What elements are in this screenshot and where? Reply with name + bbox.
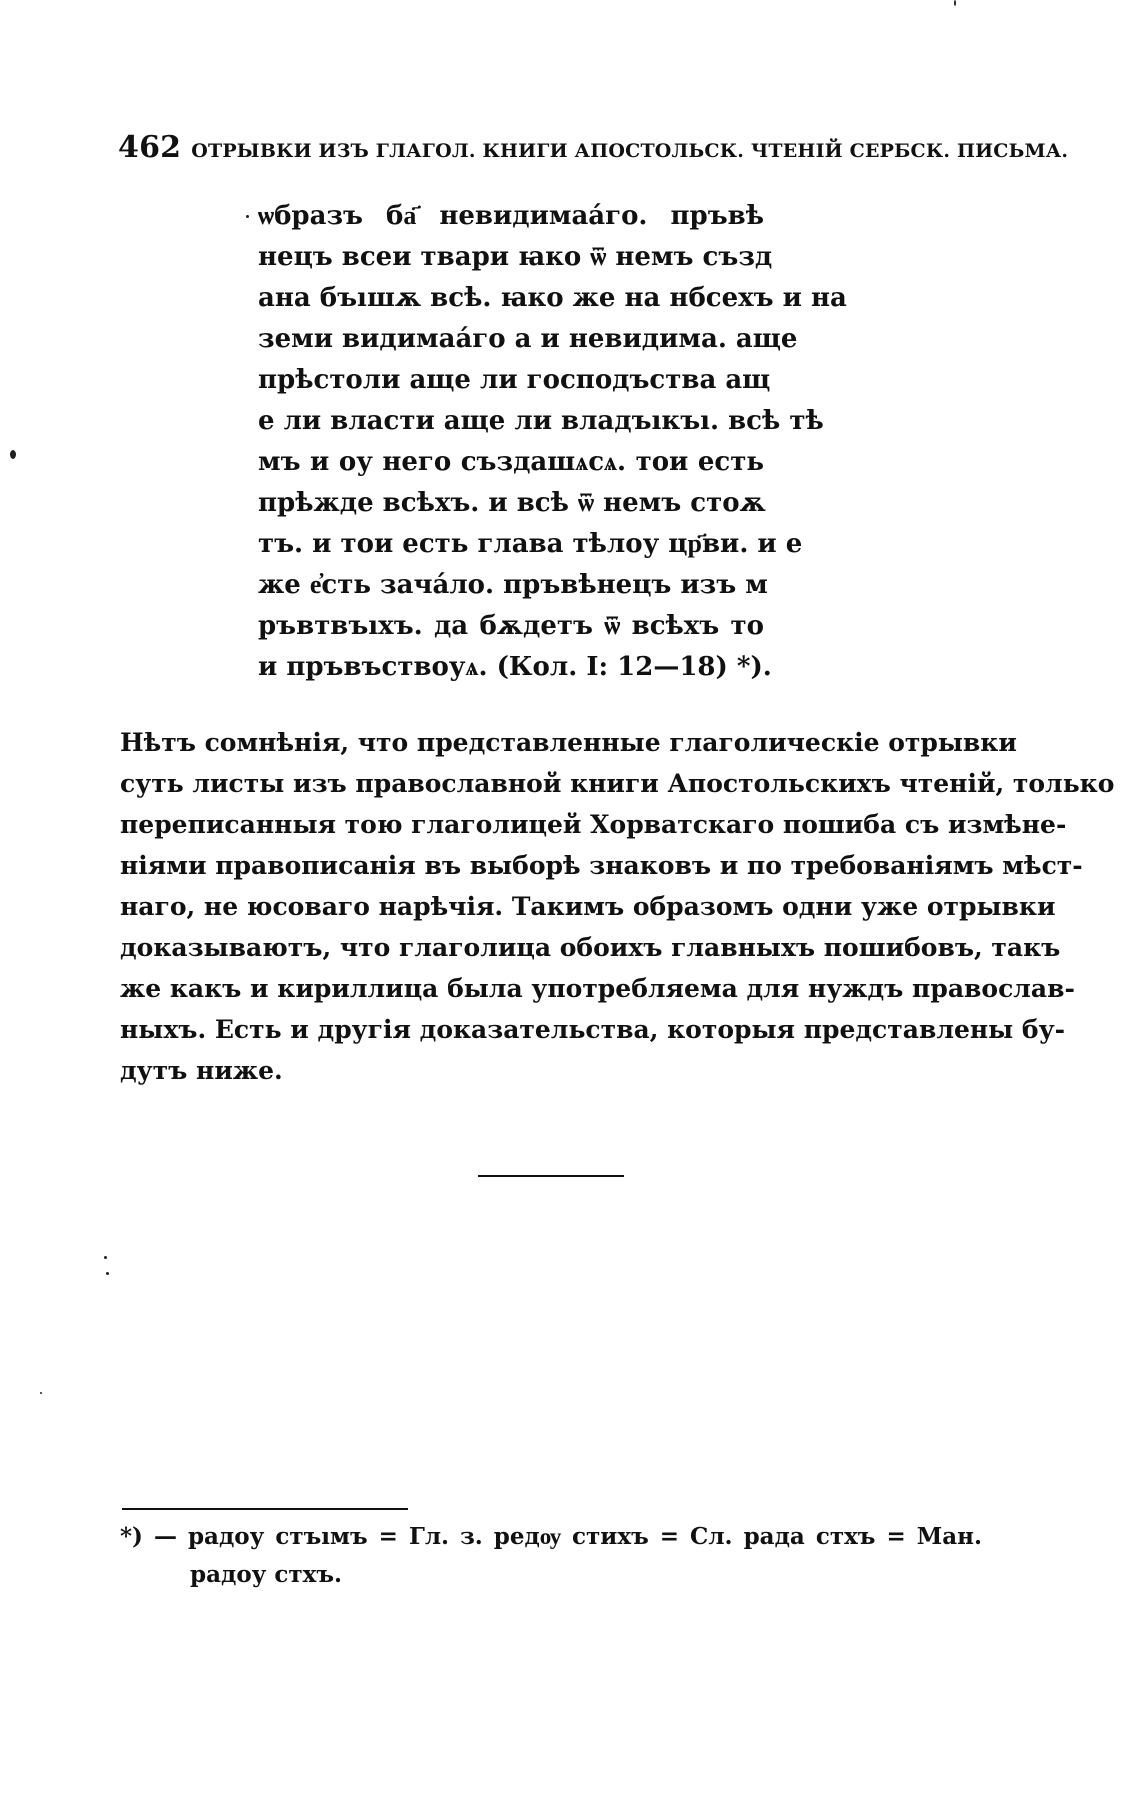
text-line: ана бъıшѫ всѣ. ꙗко же на нбсехъ и на: [258, 283, 847, 313]
text-line: нецъ всеи твари ꙗко ѿ немъ създ: [258, 242, 773, 272]
footnote-line: *) — радоу стъıмъ = Гл. з. редѹ стихъ = Сл. рада стхъ = Ман.: [120, 1523, 982, 1550]
text-line: е ли власти аще ли владъıкъı. всѣ тѣ: [258, 406, 824, 436]
text-line: мъ и оу него създашѧсѧ. тои есть: [258, 447, 764, 477]
paragraph-line: дутъ ниже.: [120, 1056, 283, 1085]
body-paragraph: [120, 722, 1115, 1091]
text-line: ѡбразъ ба҃ невидимаа́го. пръвѣ: [258, 201, 764, 231]
scan-speck: [104, 1256, 107, 1259]
text-line: земи видимаа́го а и невидима. аще: [258, 324, 798, 354]
text-line: же е҆сть зача́ло. пръвѣнецъ изъ м: [258, 570, 768, 600]
paragraph-line: доказываютъ, что глаголица обоихъ главныхъ пошибовъ, такъ: [120, 933, 1061, 962]
scan-speck: [10, 450, 16, 459]
scan-speck: [954, 0, 956, 6]
paragraph-line: ніями правописанія въ выборѣ знаковъ и по требованіямъ мѣст-: [120, 851, 1083, 880]
paragraph-line: наго, не юсоваго нарѣчія. Такимъ образомъ одни уже отрывки: [120, 892, 1056, 921]
paragraph-line: Нѣтъ сомнѣнія, что представленные глаголическіе отрывки: [120, 728, 1017, 757]
footnote: [120, 1518, 982, 1594]
page-number: 462: [118, 130, 182, 165]
scan-speck: [40, 1392, 42, 1394]
section-separator: [478, 1175, 624, 1177]
header-title: ОТРЫВКИ ИЗЪ ГЛАГОЛ. КНИГИ АПОСТОЛЬСК. ЧТЕНІЙ СЕРБСК. ПИСЬМА.: [191, 140, 1069, 162]
paragraph-line: же какъ и кириллица была употребляема для нуждъ православ-: [120, 974, 1075, 1003]
text-line: прѣстоли аще ли господъства ащ: [258, 365, 771, 395]
text-line: прѣжде всѣхъ. и всѣ ѿ немъ стоѫ: [258, 488, 766, 518]
footnote-line: радоу стхъ.: [190, 1561, 343, 1588]
paragraph-line: ныхъ. Есть и другія доказательства, которыя представлены бу-: [120, 1015, 1065, 1044]
text-line: ръвтвъıхъ. да бѫдетъ ѿ всѣхъ то: [258, 611, 764, 641]
glagolitic-transcription: [258, 196, 847, 688]
text-line: тъ. и тои есть глава тѣлоу цр҃ви. и е: [258, 529, 803, 559]
paragraph-line: переписанныя тою глаголицей Хорватскаго пошиба съ измѣне-: [120, 810, 1067, 839]
text-line: и пръвъствоуѧ. (Кол. I: 12—18) *).: [258, 652, 772, 682]
paragraph-line: суть листы изъ православной книги Апостольскихъ чтеній, только: [120, 769, 1115, 798]
scan-speck: [246, 215, 249, 218]
scan-speck: [106, 1272, 109, 1275]
footnote-rule: [122, 1508, 408, 1510]
running-header: [118, 130, 1069, 165]
